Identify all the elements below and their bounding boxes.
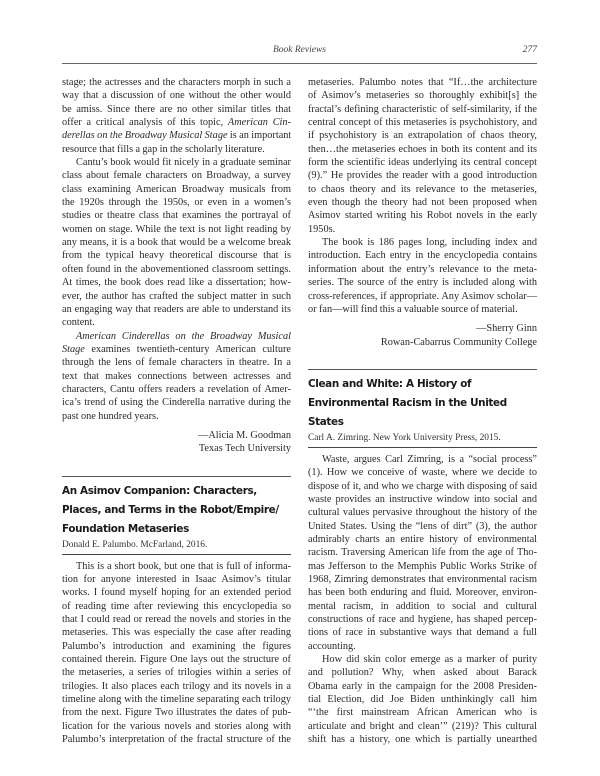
text-line: constructions of race and hygiene, has shaped percep- [308, 614, 537, 625]
text-line: timeline along with the timeline separating each trilogy [62, 694, 291, 706]
text-line: (9).” He provides the reader with a good introduction [308, 170, 537, 182]
text-line: United States. Using the “lens of dirt” (3), the author [308, 520, 537, 532]
text-line: ica’s trend of using the Cinderella narrative during the [62, 397, 291, 409]
text-line: Palumbo’s introduction and examining the figures [62, 640, 291, 652]
text-line: ever, the author has crafted the subject matter in such [62, 290, 291, 302]
text-line: through the lens of female characters in theatre. In a [62, 357, 291, 369]
text-line: of reading time after reviewing this encyclopedia so [62, 600, 291, 612]
text-line: often found in the abovementioned classroom settings. [62, 263, 291, 275]
text-line [62, 129, 291, 142]
text-line: 1950s. [308, 223, 336, 235]
review-alicia-goodman-end [62, 76, 291, 423]
paragraph [62, 560, 291, 747]
text-line: and pollution? Why, when asked about Barack [308, 667, 537, 679]
header-rule [62, 63, 537, 64]
review-title-line: Clean and White: A History of [308, 377, 472, 390]
running-head-title: Book Reviews [272, 45, 327, 55]
review-clean-and-white-body [308, 453, 537, 747]
text-line: has been both enduring and fluid. Moreover, environ- [308, 587, 537, 599]
text-line: from the typical heavy theoretical discourse that is [62, 250, 291, 262]
text-line: any means, it is a book that would be a welcome break [62, 237, 291, 249]
text-line: 1968, Zimring demonstrates that environmental racism [308, 573, 537, 585]
paragraph [308, 236, 537, 316]
text-line: mas Jefferson to the Memphis Public Works Strike of [308, 560, 537, 572]
text-line: of Asimov’s metaseries so thoroughly exhibit[s] the [308, 90, 537, 102]
text-line: (1). How we conceive of waste, where we decide to [308, 467, 537, 479]
text-segment: offer a critical analysis of this topic, [62, 117, 228, 129]
text-line: contained therein. Figure One lays out the structure of [62, 654, 291, 666]
review-title [62, 482, 291, 539]
text-line: How did skin color emerge as a marker of purity [322, 654, 537, 666]
text-line: “‘the first mainstream African American who is [308, 707, 537, 719]
text-line: cross-references, if appropriate. Any Asimov scholar— [308, 290, 537, 302]
review-title-line: States [308, 415, 344, 428]
text-line: class examining American Broadway musicals from [62, 183, 291, 195]
paragraph [62, 76, 291, 156]
section-rule [62, 476, 291, 477]
reviewer-name: —Sherry Ginn [476, 323, 537, 335]
section-rule [308, 369, 537, 370]
text-line: works. I found myself hoping for an extended period [62, 587, 291, 599]
paragraph [62, 156, 291, 329]
text-line: be amiss. Since there are no other similar titles that [62, 103, 291, 115]
text-line: series. The source of the entry is included along with [308, 277, 537, 289]
text-line: that I could read or reread the novels and stories in the [62, 614, 291, 625]
review-title-line: An Asimov Companion: Characters, [62, 484, 257, 497]
paragraph [308, 76, 537, 236]
byline-rule [62, 554, 291, 555]
text-line: tions of race in substantive ways that demand a full [308, 627, 537, 639]
review-byline: Carl A. Zimring. New York University Press, 2015. [308, 432, 501, 443]
text-line: form the scientific ideas underlying its central concept [308, 157, 537, 169]
text-line: central concept of this metaseries is psychohistory, and [308, 117, 537, 129]
text-line: women on stage. While the text is not light reading by [62, 223, 291, 235]
text-line: class about female characters on Broadway, a survey [62, 170, 291, 182]
reviewer-affiliation: Rowan-Cabarrus Community College [380, 336, 537, 348]
italic-book-title: American Cinderellas on the Broadway Musical [76, 330, 291, 342]
text-line: even though the theory had not been proposed when [308, 197, 537, 209]
text-line: accounting. [308, 640, 356, 652]
text-line: cultural values pervasive throughout the history of the [308, 507, 537, 519]
text-line [62, 343, 291, 356]
text-line: fractal’s defining characteristic of self-similarity, if the [308, 103, 537, 115]
right-column [308, 76, 537, 746]
text-line: or fan—will find this a valuable source of material. [308, 303, 518, 315]
text-line: the 1920s through the 1950s, or even in a women’s [62, 197, 291, 209]
text-line: metaseries. Palumbo notes that “If…the architecture [308, 77, 537, 88]
review-asimov-body [62, 560, 291, 747]
text-segment: is an important [227, 130, 292, 142]
text-line: tion for anyone interested in Isaac Asimov’s titular [62, 573, 291, 585]
italic-book-title: Stage [62, 343, 85, 355]
left-column [62, 76, 291, 746]
text-line: from the next. Figure Two illustrates the dates of pub- [62, 707, 291, 719]
text-line [62, 116, 291, 129]
paragraph [62, 330, 291, 423]
text-line [62, 330, 291, 343]
text-line: waste provides an instructive window into social and [308, 493, 537, 505]
text-line: At times, the book does read like a dissertation; how- [62, 277, 291, 289]
reviewer-name: —Alicia M. Goodman [198, 429, 291, 441]
paragraph [308, 453, 537, 653]
text-line: past one hundred years. [62, 410, 159, 422]
text-line: metaseries. This was especially the case after reading [62, 627, 291, 639]
byline-rule [308, 447, 537, 448]
text-line: Obama early in the campaign for the 2008 Presiden- [308, 680, 537, 692]
text-line: an engaging way that readers are able to understand its [62, 303, 291, 315]
text-line: mental racism, in addition to social and cultural [308, 600, 537, 612]
text-line: The book is 186 pages long, including index and [322, 237, 537, 249]
running-head [62, 45, 537, 61]
text-line: tial Election, did Joe Biden unthinkingly call him [308, 694, 537, 706]
text-line: information about the entry’s relevance to the meta- [308, 263, 537, 275]
text-line: content. [62, 317, 95, 329]
text-line: trilogies. It also places each trilogy and its novels in a [62, 680, 291, 692]
review-asimov-end [308, 76, 537, 316]
text-line: introduction. Each entry in the encyclopedia contains [308, 250, 537, 262]
text-line: the metaseries, a series of trilogies within a series of [62, 667, 291, 679]
text-line: Palumbo’s interpretation of the fractal structure of the [62, 734, 291, 746]
text-line: to chaos theory and its relevance to the metaseries, [308, 183, 537, 195]
text-line: Cantu’s book would fit nicely in a graduate seminar [76, 157, 291, 169]
text-line: Waste, argues Carl Zimring, is a “social process” [322, 453, 537, 465]
text-line: resource that fills a gap in the scholarly literature. [62, 143, 265, 155]
italic-book-title: derellas on the Broadway Musical Stage [62, 130, 228, 142]
page-number: 277 [522, 45, 537, 55]
text-line: if psychohistory is an extrapolation of chaos theory, [308, 130, 537, 142]
text-line: admirably charts an entire history of environmental [308, 533, 537, 545]
text-line: Asimov started writing his Robot novels in the early [308, 210, 537, 222]
review-title-line: Environmental Racism in the United [308, 396, 507, 409]
text-line: articulate and bright and clean’” (219)? This cultural [308, 720, 537, 732]
text-line: This is a short book, but one that is full of informa- [76, 560, 291, 572]
text-line: racism. Traversing American life from the age of Tho- [308, 547, 537, 559]
paragraph [308, 653, 537, 746]
text-line: characters, Cantu offers readers a revelation of Amer- [62, 383, 291, 395]
review-title-line: Places, and Terms in the Robot/Empire/ [62, 503, 279, 516]
italic-book-title: American Cin- [227, 117, 291, 129]
text-segment: examines twentieth-century American culture [84, 343, 291, 355]
review-byline: Donald E. Palumbo. McFarland, 2016. [62, 539, 208, 550]
text-line: stage; the actresses and the characters morph in such a [62, 77, 291, 88]
text-line: studies or theatre class that examines the portrayal of [62, 210, 291, 222]
text-line: lication for the various novels and stories along with [62, 720, 291, 732]
review-title-line: Foundation Metaseries [62, 522, 189, 535]
text-line: shift has a history, one which is partially unearthed [308, 734, 537, 746]
review-title [308, 375, 537, 432]
text-line: text that makes connections between actresses and [62, 370, 291, 382]
text-line: then…the metaseries echoes in both its content and its [308, 143, 537, 155]
text-line: way that a discussion of one without the other would [62, 90, 291, 102]
text-line: dispose of it, and who we charge with disposing of said [308, 480, 537, 492]
reviewer-affiliation: Texas Tech University [198, 443, 291, 455]
